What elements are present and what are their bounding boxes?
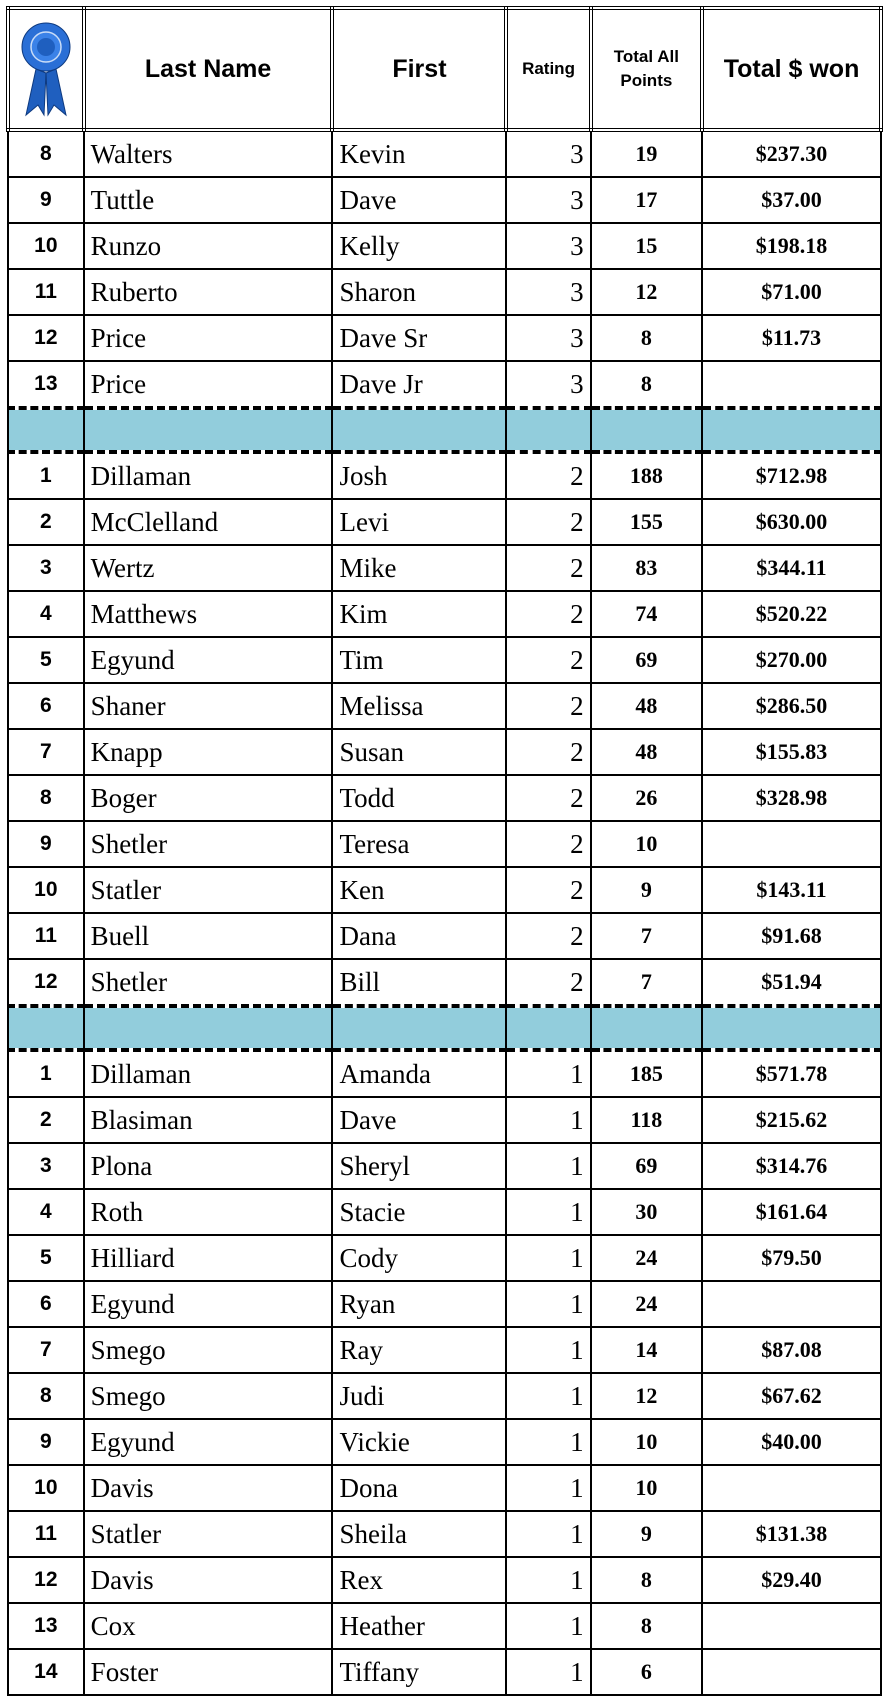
rating-cell: 3	[506, 315, 590, 361]
rating-cell: 2	[506, 452, 590, 499]
last-name-cell: Hilliard	[84, 1235, 333, 1281]
last-name-cell: Egyund	[84, 637, 333, 683]
total-won-cell: $71.00	[702, 269, 881, 315]
last-name-cell: Smego	[84, 1327, 333, 1373]
rating-cell: 1	[506, 1649, 590, 1695]
place-cell: 8	[8, 1373, 84, 1419]
place-cell: 9	[8, 177, 84, 223]
place-cell: 7	[8, 729, 84, 775]
last-name-cell: Smego	[84, 1373, 333, 1419]
points-cell: 188	[591, 452, 702, 499]
total-won-cell: $155.83	[702, 729, 881, 775]
total-won-cell: $286.50	[702, 683, 881, 729]
separator-cell	[332, 1006, 506, 1050]
table-row	[8, 1465, 881, 1511]
table-row	[8, 821, 881, 867]
last-name-cell: Walters	[84, 130, 333, 177]
table-row	[8, 223, 881, 269]
points-cell: 118	[591, 1097, 702, 1143]
total-won-cell: $40.00	[702, 1419, 881, 1465]
points-cell: 10	[591, 1465, 702, 1511]
table-row	[8, 361, 881, 408]
last-name-cell: Tuttle	[84, 177, 333, 223]
table-row	[8, 177, 881, 223]
rating-cell: 1	[506, 1557, 590, 1603]
total-won-cell: $29.40	[702, 1557, 881, 1603]
last-name-cell: Shetler	[84, 959, 333, 1006]
total-won-cell	[702, 361, 881, 408]
points-cell: 8	[591, 1557, 702, 1603]
total-won-cell: $79.50	[702, 1235, 881, 1281]
rating-cell: 1	[506, 1373, 590, 1419]
rating-cell: 2	[506, 913, 590, 959]
table-row	[8, 545, 881, 591]
total-won-cell: $215.62	[702, 1097, 881, 1143]
last-name-cell: Davis	[84, 1557, 333, 1603]
total-won-cell: $270.00	[702, 637, 881, 683]
rating-cell: 2	[506, 821, 590, 867]
first-name-cell: Sheryl	[332, 1143, 506, 1189]
total-won-cell: $571.78	[702, 1050, 881, 1097]
first-name-cell: Vickie	[332, 1419, 506, 1465]
last-name-cell: Statler	[84, 1511, 333, 1557]
points-cell: 155	[591, 499, 702, 545]
points-cell: 10	[591, 1419, 702, 1465]
separator-cell	[506, 408, 590, 452]
separator-cell	[8, 1006, 84, 1050]
separator-cell	[8, 408, 84, 452]
table-row	[8, 1373, 881, 1419]
points-cell: 6	[591, 1649, 702, 1695]
first-name-cell: Ray	[332, 1327, 506, 1373]
last-name-cell: Statler	[84, 867, 333, 913]
total-won-cell: $630.00	[702, 499, 881, 545]
total-won-cell	[702, 1603, 881, 1649]
rating-cell: 2	[506, 959, 590, 1006]
first-name-cell: Stacie	[332, 1189, 506, 1235]
points-cell: 10	[591, 821, 702, 867]
rating-cell: 1	[506, 1235, 590, 1281]
first-name-cell: Dave	[332, 1097, 506, 1143]
last-name-cell: Egyund	[84, 1419, 333, 1465]
points-cell: 15	[591, 223, 702, 269]
header-row	[8, 8, 881, 130]
place-cell: 11	[8, 269, 84, 315]
separator-cell	[84, 1006, 333, 1050]
points-cell: 69	[591, 637, 702, 683]
first-name-cell: Dave Jr	[332, 361, 506, 408]
table-row	[8, 775, 881, 821]
table-row	[8, 1281, 881, 1327]
total-won-cell: $67.62	[702, 1373, 881, 1419]
points-cell: 8	[591, 1603, 702, 1649]
first-name-cell: Cody	[332, 1235, 506, 1281]
rating-cell: 1	[506, 1511, 590, 1557]
first-name-cell: Kim	[332, 591, 506, 637]
table-row	[8, 1235, 881, 1281]
total-won-cell: $131.38	[702, 1511, 881, 1557]
points-cell: 185	[591, 1050, 702, 1097]
separator-cell	[702, 1006, 881, 1050]
table-row	[8, 1189, 881, 1235]
place-cell: 2	[8, 499, 84, 545]
points-cell: 24	[591, 1281, 702, 1327]
place-cell: 2	[8, 1097, 84, 1143]
place-cell: 10	[8, 223, 84, 269]
last-name-cell: Ruberto	[84, 269, 333, 315]
place-cell: 3	[8, 545, 84, 591]
total-won-cell: $344.11	[702, 545, 881, 591]
table-row	[8, 959, 881, 1006]
place-cell: 1	[8, 452, 84, 499]
table-row	[8, 867, 881, 913]
points-cell: 48	[591, 683, 702, 729]
points-cell: 8	[591, 361, 702, 408]
last-name-cell: Egyund	[84, 1281, 333, 1327]
first-name-header: First	[332, 8, 506, 130]
blue-ribbon-icon	[16, 17, 76, 117]
points-cell: 12	[591, 269, 702, 315]
first-name-cell: Todd	[332, 775, 506, 821]
place-cell: 10	[8, 867, 84, 913]
last-name-cell: Roth	[84, 1189, 333, 1235]
first-name-cell: Susan	[332, 729, 506, 775]
last-name-cell: Wertz	[84, 545, 333, 591]
rating-cell: 2	[506, 499, 590, 545]
last-name-cell: Price	[84, 315, 333, 361]
total-won-cell: $520.22	[702, 591, 881, 637]
first-name-cell: Melissa	[332, 683, 506, 729]
first-name-cell: Levi	[332, 499, 506, 545]
first-name-cell: Mike	[332, 545, 506, 591]
points-cell: 7	[591, 913, 702, 959]
table-row	[8, 269, 881, 315]
points-cell: 7	[591, 959, 702, 1006]
first-name-cell: Tiffany	[332, 1649, 506, 1695]
first-name-cell: Ryan	[332, 1281, 506, 1327]
place-cell: 12	[8, 959, 84, 1006]
total-won-cell: $314.76	[702, 1143, 881, 1189]
first-name-cell: Teresa	[332, 821, 506, 867]
last-name-cell: Dillaman	[84, 1050, 333, 1097]
last-name-cell: Shaner	[84, 683, 333, 729]
last-name-cell: Runzo	[84, 223, 333, 269]
first-name-cell: Judi	[332, 1373, 506, 1419]
last-name-cell: Dillaman	[84, 452, 333, 499]
total-points-header	[591, 8, 702, 130]
place-cell: 4	[8, 591, 84, 637]
rating-cell: 1	[506, 1143, 590, 1189]
rating-cell: 1	[506, 1419, 590, 1465]
points-cell: 12	[591, 1373, 702, 1419]
table-row	[8, 683, 881, 729]
points-cell: 24	[591, 1235, 702, 1281]
total-won-cell: $11.73	[702, 315, 881, 361]
points-cell: 74	[591, 591, 702, 637]
place-cell: 8	[8, 130, 84, 177]
separator-cell	[506, 1006, 590, 1050]
first-name-cell: Josh	[332, 452, 506, 499]
rating-cell: 2	[506, 867, 590, 913]
table-row	[8, 591, 881, 637]
table-row	[8, 315, 881, 361]
points-cell: 83	[591, 545, 702, 591]
place-cell: 12	[8, 1557, 84, 1603]
last-name-cell: Davis	[84, 1465, 333, 1511]
place-cell: 5	[8, 637, 84, 683]
last-name-cell: Price	[84, 361, 333, 408]
last-name-cell: Cox	[84, 1603, 333, 1649]
place-cell: 7	[8, 1327, 84, 1373]
table-row	[8, 452, 881, 499]
first-name-cell: Dona	[332, 1465, 506, 1511]
last-name-cell: Knapp	[84, 729, 333, 775]
rating-cell: 3	[506, 177, 590, 223]
first-name-cell: Rex	[332, 1557, 506, 1603]
first-name-cell: Sharon	[332, 269, 506, 315]
rating-cell: 1	[506, 1097, 590, 1143]
points-cell: 19	[591, 130, 702, 177]
table-row	[8, 1097, 881, 1143]
rating-cell: 1	[506, 1465, 590, 1511]
place-cell: 3	[8, 1143, 84, 1189]
last-name-cell: Foster	[84, 1649, 333, 1695]
first-name-cell: Bill	[332, 959, 506, 1006]
total-won-cell: $328.98	[702, 775, 881, 821]
separator-cell	[84, 408, 333, 452]
first-name-cell: Ken	[332, 867, 506, 913]
table-row	[8, 729, 881, 775]
table-row	[8, 637, 881, 683]
table-row	[8, 1603, 881, 1649]
place-cell: 1	[8, 1050, 84, 1097]
total-won-cell: $143.11	[702, 867, 881, 913]
total-points-header-line1: Total All	[613, 47, 679, 66]
points-cell: 9	[591, 867, 702, 913]
total-won-cell: $198.18	[702, 223, 881, 269]
place-cell: 14	[8, 1649, 84, 1695]
total-won-cell: $87.08	[702, 1327, 881, 1373]
first-name-cell: Amanda	[332, 1050, 506, 1097]
total-won-cell: $712.98	[702, 452, 881, 499]
rating-cell: 3	[506, 269, 590, 315]
total-won-header: Total $ won	[702, 8, 881, 130]
points-cell: 30	[591, 1189, 702, 1235]
table-row	[8, 1327, 881, 1373]
rating-cell: 1	[506, 1050, 590, 1097]
rating-cell: 2	[506, 729, 590, 775]
ribbon-header-cell	[8, 8, 84, 130]
table-row	[8, 130, 881, 177]
table-row	[8, 1511, 881, 1557]
separator-cell	[332, 408, 506, 452]
rating-cell: 2	[506, 683, 590, 729]
first-name-cell: Kevin	[332, 130, 506, 177]
total-won-cell	[702, 1465, 881, 1511]
place-cell: 11	[8, 913, 84, 959]
place-cell: 13	[8, 361, 84, 408]
total-won-cell: $237.30	[702, 130, 881, 177]
last-name-cell: Boger	[84, 775, 333, 821]
table-row	[8, 1557, 881, 1603]
total-won-cell: $51.94	[702, 959, 881, 1006]
first-name-cell: Dana	[332, 913, 506, 959]
points-cell: 69	[591, 1143, 702, 1189]
last-name-header: Last Name	[84, 8, 333, 130]
place-cell: 4	[8, 1189, 84, 1235]
points-cell: 8	[591, 315, 702, 361]
total-won-cell	[702, 1649, 881, 1695]
points-cell: 26	[591, 775, 702, 821]
last-name-cell: Plona	[84, 1143, 333, 1189]
rating-cell: 1	[506, 1603, 590, 1649]
table-row	[8, 913, 881, 959]
total-won-cell	[702, 1281, 881, 1327]
place-cell: 11	[8, 1511, 84, 1557]
last-name-cell: Matthews	[84, 591, 333, 637]
total-won-cell: $91.68	[702, 913, 881, 959]
last-name-cell: Buell	[84, 913, 333, 959]
place-cell: 12	[8, 315, 84, 361]
total-points-header-line2: Points	[620, 71, 673, 90]
first-name-cell: Tim	[332, 637, 506, 683]
place-cell: 6	[8, 1281, 84, 1327]
rating-header: Rating	[506, 8, 590, 130]
place-cell: 10	[8, 1465, 84, 1511]
rating-cell: 1	[506, 1281, 590, 1327]
rating-cell: 3	[506, 223, 590, 269]
points-cell: 9	[591, 1511, 702, 1557]
last-name-cell: McClelland	[84, 499, 333, 545]
points-cell: 48	[591, 729, 702, 775]
rating-cell: 2	[506, 775, 590, 821]
separator-cell	[702, 408, 881, 452]
total-won-cell: $37.00	[702, 177, 881, 223]
table-row	[8, 1419, 881, 1465]
standings-table	[6, 6, 883, 1696]
first-name-cell: Heather	[332, 1603, 506, 1649]
first-name-cell: Sheila	[332, 1511, 506, 1557]
total-won-cell: $161.64	[702, 1189, 881, 1235]
place-cell: 13	[8, 1603, 84, 1649]
place-cell: 6	[8, 683, 84, 729]
rating-cell: 2	[506, 637, 590, 683]
rating-cell: 3	[506, 130, 590, 177]
rating-cell: 1	[506, 1327, 590, 1373]
group-separator-row	[8, 1006, 881, 1050]
first-name-cell: Kelly	[332, 223, 506, 269]
place-cell: 5	[8, 1235, 84, 1281]
table-row	[8, 1050, 881, 1097]
points-cell: 17	[591, 177, 702, 223]
rating-cell: 2	[506, 591, 590, 637]
total-won-cell	[702, 821, 881, 867]
separator-cell	[591, 1006, 702, 1050]
rating-cell: 1	[506, 1189, 590, 1235]
standings-body	[8, 130, 881, 1695]
first-name-cell: Dave	[332, 177, 506, 223]
last-name-cell: Blasiman	[84, 1097, 333, 1143]
rating-cell: 3	[506, 361, 590, 408]
table-row	[8, 1649, 881, 1695]
points-cell: 14	[591, 1327, 702, 1373]
place-cell: 9	[8, 1419, 84, 1465]
separator-cell	[591, 408, 702, 452]
group-separator-row	[8, 408, 881, 452]
place-cell: 9	[8, 821, 84, 867]
last-name-cell: Shetler	[84, 821, 333, 867]
first-name-cell: Dave Sr	[332, 315, 506, 361]
table-row	[8, 1143, 881, 1189]
place-cell: 8	[8, 775, 84, 821]
rating-cell: 2	[506, 545, 590, 591]
table-row	[8, 499, 881, 545]
